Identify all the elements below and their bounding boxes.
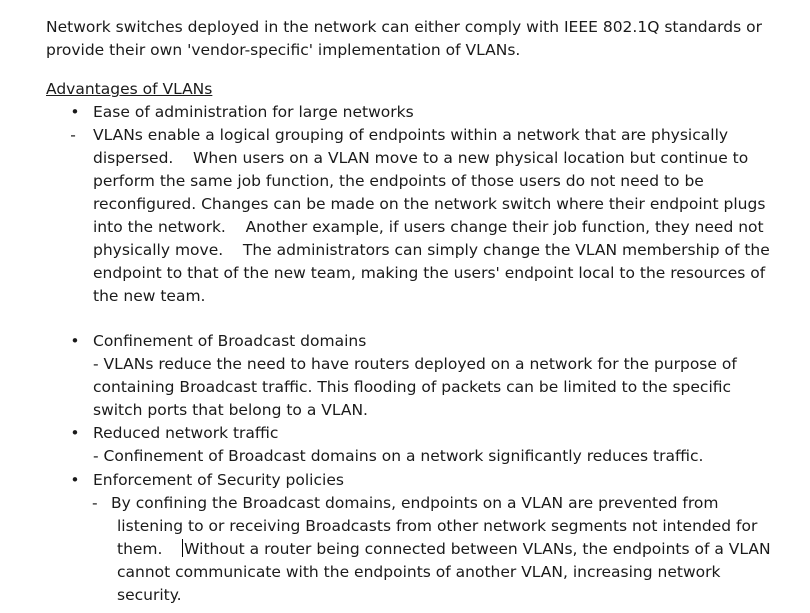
intro-line-1: Network switches deployed in the network can either comply with IEEE 802.1Q standards or [46,18,762,36]
text-line: cannot communicate with the endpoints of another VLAN, increasing network [117,563,721,581]
list-item-title: Ease of administration for large networks [93,103,414,121]
text-line: By confining the Broadcast domains, endpoints on a VLAN are prevented from [111,494,719,512]
list-item-title: Confinement of Broadcast domains [93,332,367,350]
list-item-title: Reduced network traffic [93,424,279,442]
bullet-marker: • [70,471,80,489]
text-line: - VLANs reduce the need to have routers deployed on a network for the purpose of [93,355,737,373]
text-line: perform the same job function, the endpoints of those users do not need to be [93,172,704,190]
text-line: reconfigured. Changes can be made on the network switch where their endpoint plugs [93,195,766,213]
intro-paragraph [46,16,786,62]
text-line: into the network. Another example, if users change their job function, they need not [93,218,764,236]
text-fragment: them. [117,540,183,558]
text-line: containing Broadcast traffic. This flooding of packets can be limited to the specific [93,378,732,396]
text-line: physically move. The administrators can simply change the VLAN membership of the [93,241,770,259]
text-fragment: Without a router being connected between VLANs, the endpoints of a VLAN [184,540,771,558]
dash-marker: - [92,494,98,512]
bullet-marker: • [70,332,80,350]
text-line: the new team. [93,287,206,305]
text-line: - Confinement of Broadcast domains on a network significantly reduces traffic. [93,447,704,465]
text-line: dispersed. When users on a VLAN move to a new physical location but continue to [93,149,749,167]
bullet-marker: • [70,103,80,121]
dash-marker: - [70,126,76,144]
text-line: listening to or receiving Broadcasts from other network segments not intended for [117,517,758,535]
text-line [117,538,797,561]
list-item-title: Enforcement of Security policies [93,471,344,489]
text-line: endpoint to that of the new team, making the users' endpoint local to the resources of [93,264,766,282]
text-line: security. [117,586,182,604]
text-line: VLANs enable a logical grouping of endpoints within a network that are physically [93,126,729,144]
bullet-marker: • [70,424,80,442]
intro-line-2: provide their own 'vendor-specific' implementation of VLANs. [46,41,521,59]
section-heading: Advantages of VLANs [46,80,213,98]
text-line: switch ports that belong to a VLAN. [93,401,368,419]
